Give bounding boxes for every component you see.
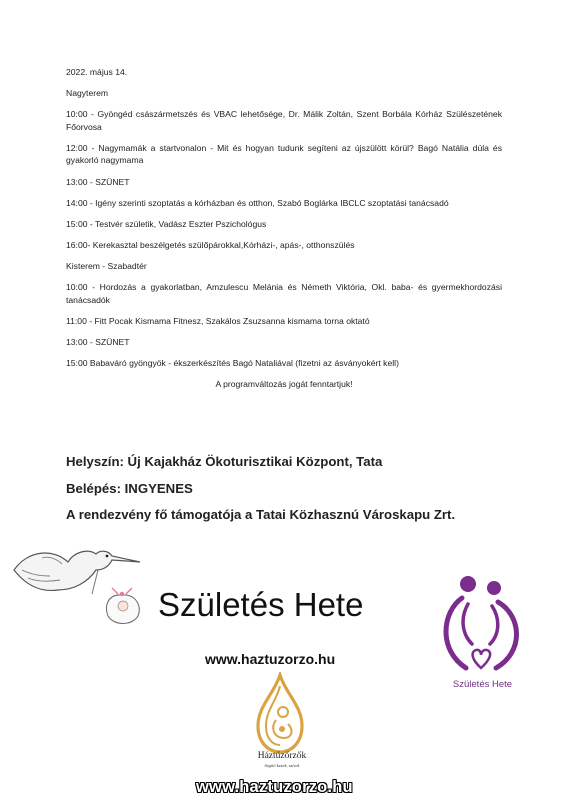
- schedule-item: 10:00 - Hordozás a gyakorlatban, Amzulescu Melánia és Németh Viktória, Okl. baba- és gyermekhordozási tanácsadók: [66, 282, 502, 305]
- schedule-item: 13:00 - SZÜNET: [66, 176, 130, 187]
- event-info: [66, 454, 536, 534]
- schedule-item: 15:00 Babaváró gyöngyök - ékszerkészítés Bagó Nataliával (fizetni az ásványokért kell): [66, 357, 399, 368]
- location-line: Helyszín: Új Kajakház Ökoturisztikai Központ, Tata: [66, 454, 383, 469]
- schedule: [66, 66, 502, 399]
- schedule-item: 15:00 - Testvér születik, Vadász Eszter Pszichológus: [66, 218, 267, 229]
- program-change-note: A programváltozás jogát fenntartjuk!: [215, 379, 353, 389]
- parents-heart-logo: [432, 572, 532, 692]
- schedule-item: 11:00 - Fitt Pocak Kismama Fitnesz, Szakálos Zsuzsanna kismama torna oktató: [66, 315, 370, 326]
- hall-heading: Nagyterem: [66, 88, 109, 99]
- website-link[interactable]: www.haztuzorzo.hu: [205, 651, 336, 667]
- schedule-item: 16:00- Kerekasztal beszélgetés szülőpárokkal,Kórházi-, apás-, otthonszülés: [66, 239, 355, 250]
- brand-tagline: Segítő kezek, szívek: [264, 763, 300, 768]
- stork-icon: [8, 540, 168, 630]
- schedule-item: 10:00 - Gyöngéd császármetszés és VBAC lehetősége, Dr. Málik Zoltán, Szent Borbála Kórház Szülészetének Főorvosa: [66, 109, 502, 132]
- schedule-item: 14:00 - Igény szerinti szoptatás a kórházban és otthon, Szabó Boglárka IBCLC szoptatási tanácsadó: [66, 197, 449, 208]
- mother-child-drop-logo: [252, 672, 308, 754]
- logo-label: Születés Hete: [452, 679, 513, 690]
- event-title: Születés Hete: [158, 586, 364, 623]
- small-hall-heading: Kisterem - Szabadtér: [66, 260, 147, 271]
- schedule-item: 13:00 - SZÜNET: [66, 336, 130, 347]
- entry-line: Belépés: INGYENES: [66, 480, 193, 496]
- brand-name: Háztűzőrzők: [257, 751, 307, 761]
- schedule-date: 2022. május 14.: [66, 67, 128, 77]
- sponsor-line: A rendezvény fő támogatója a Tatai Közhasznú Városkapu Zrt.: [66, 507, 456, 522]
- schedule-item: 12:00 - Nagymamák a startvonalon - Mit és hogyan tudunk segíteni az újszülött körül? Bagó Natália dúla és gyakorló nagymama: [66, 142, 502, 166]
- watermark-text: www.haztuzorzo.hu: [196, 778, 353, 796]
